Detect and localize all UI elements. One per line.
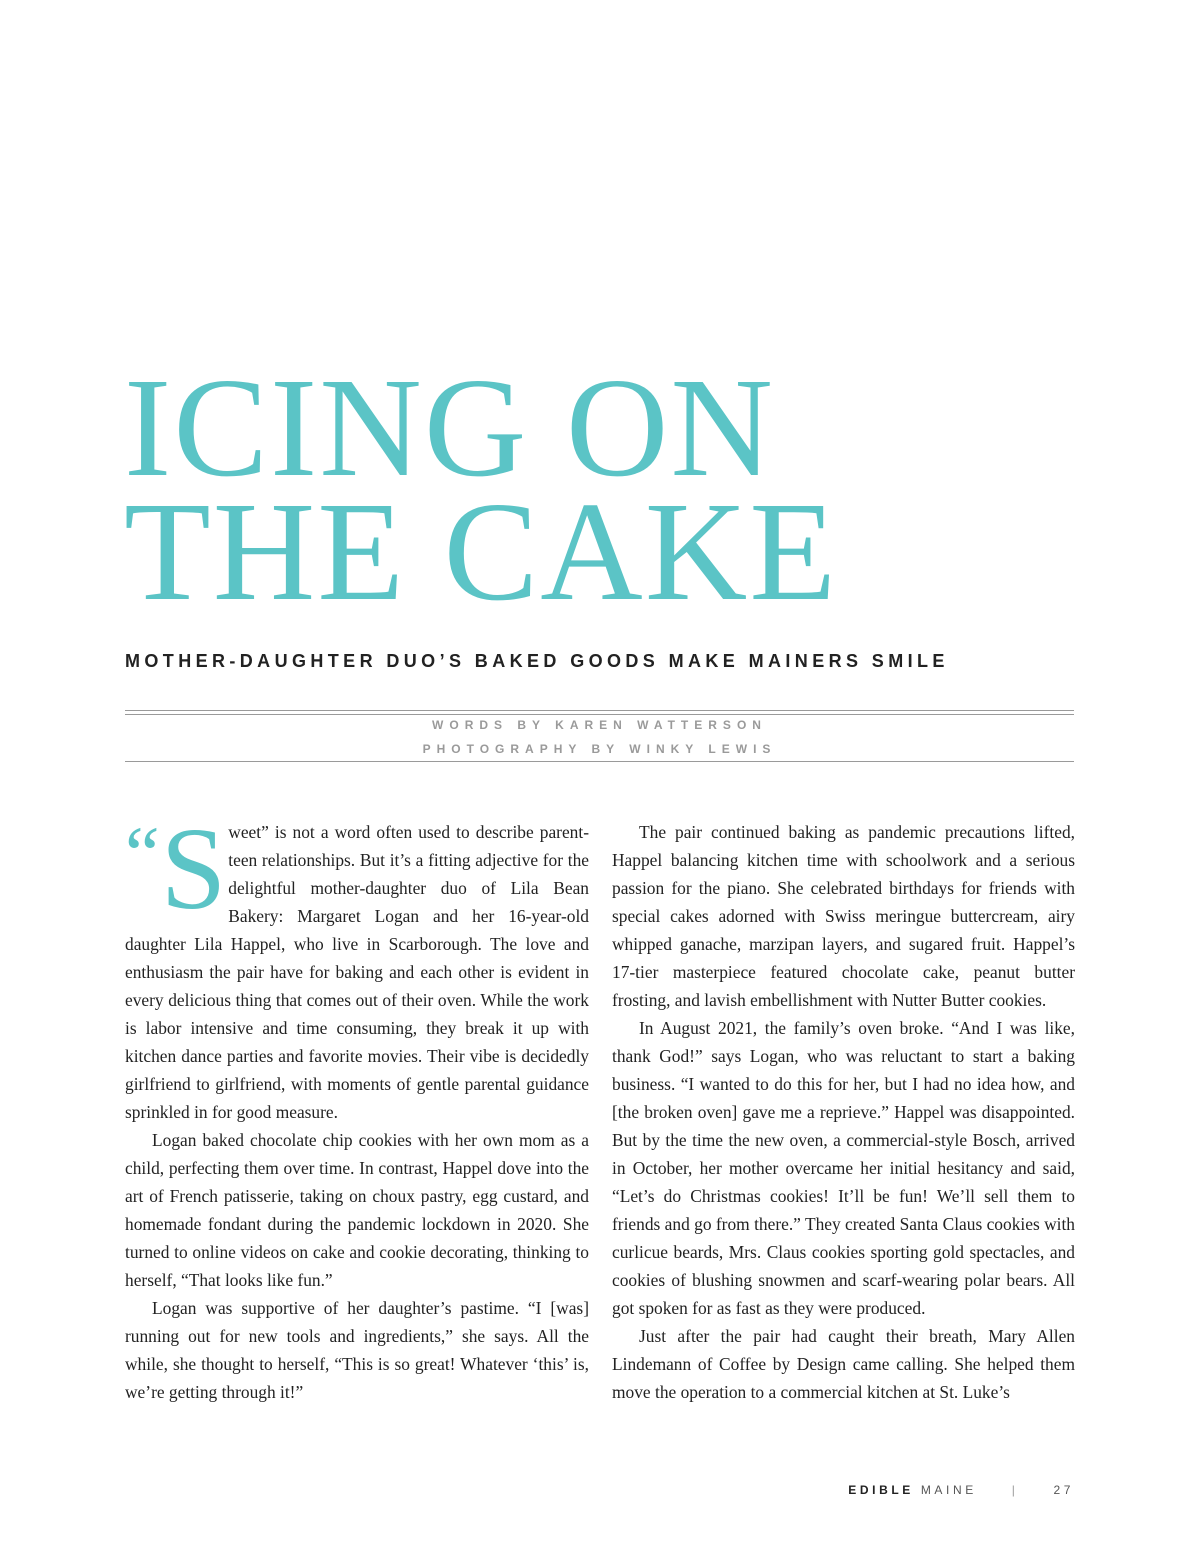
author-credit: WORDS BY KAREN WATTERSON [432,718,767,732]
page-number: 27 [1053,1483,1074,1497]
double-rule-bottom [125,714,1074,715]
double-rule-top [125,710,1074,711]
article-paragraph: The pair continued baking as pandemic precautions lifted, Happel balancing kitchen time with schoolwork and a serious passion for the piano. She celebrated birthdays for friends with special cakes adorned with Swiss meringue buttercream, airy whipped ganache, marzipan layers, and sugared fruit. Happel’s 17-tier masterpiece featured chocolate cake, peanut butter frosting, and lavish embellishment with Nutter Butter cookies. [612,822,1075,1010]
title-line-2: THE CAKE [124,472,839,630]
photographer-credit: PHOTOGRAPHY BY WINKY LEWIS [422,742,777,756]
drop-cap [125,803,227,934]
drop-cap-quote: “ [125,810,161,897]
article-subtitle: MOTHER-DAUGHTER DUO’S BAKED GOODS MAKE MAINERS SMILE [125,651,949,671]
credit-rule [125,761,1074,762]
article-title [124,348,1084,630]
article-column-right [612,818,1075,1406]
article-paragraph: Logan baked chocolate chip cookies with her own mom as a child, perfecting them over time. In contrast, Happel dove into the art of French patisserie, taking on choux pastry, egg custard, and homemade fondant during the pandemic lockdown in 2020. She turned to online videos on cake and cookie decorating, thinking to herself, “That looks like fun.” [125,1130,589,1290]
title-line-1: ICING ON [124,348,775,506]
page-footer [848,1483,1074,1497]
article-paragraph [125,803,589,1126]
magazine-name-light: MAINE [920,1483,977,1497]
drop-cap-letter: S [160,803,227,934]
paragraph-text: weet” is not a word often used to describe parent-teen relationships. But it’s a fitting adjective for the delightful mother-daughter duo of Lila Bean Bakery: Margaret Logan and her 16-year-old daughter Lila Happel, who live in Scarborough. The love and enthusiasm the pair have for baking and each other is evident in every delicious thing that comes out of their oven. While the work is labor intensive and time consuming, they break it up with kitchen dance parties and favorite movies. Their vibe is decidedly girlfriend to girlfriend, with moments of gentle parental guidance sprinkled in for good measure. [125,822,589,1122]
article-paragraph: In August 2021, the family’s oven broke. “And I was like, thank God!” says Logan, who was reluctant to start a baking business. “I wanted to do this for her, but I had no idea how, and [the broken oven] gave me a reprieve.” Happel was disappointed. But by the time the new oven, a commercial-style Bosch, arrived in October, her mother overcame her initial hesitancy and said, “Let’s do Christmas cookies! It’ll be fun! We’ll sell them to friends and go from there.” They created Santa Claus cookies with curlicue beards, Mrs. Claus cookies sporting gold spectacles, and cookies of blushing snowmen and scarf-wearing polar bears. All got spoken for as fast as they were produced. [612,1018,1075,1318]
magazine-name-bold: EDIBLE [848,1483,914,1497]
article-column-left [125,803,589,1406]
footer-separator: | [1011,1483,1019,1497]
article-paragraph: Just after the pair had caught their breath, Mary Allen Lindemann of Coffee by Design came calling. She helped them move the operation to a commercial kitchen at St. Luke’s [612,1326,1075,1402]
article-paragraph: Logan was supportive of her daughter’s pastime. “I [was] running out for new tools and ingredients,” she says. All the while, she thought to herself, “This is so great! Whatever ‘this’ is, we’re getting through it!” [125,1298,589,1402]
